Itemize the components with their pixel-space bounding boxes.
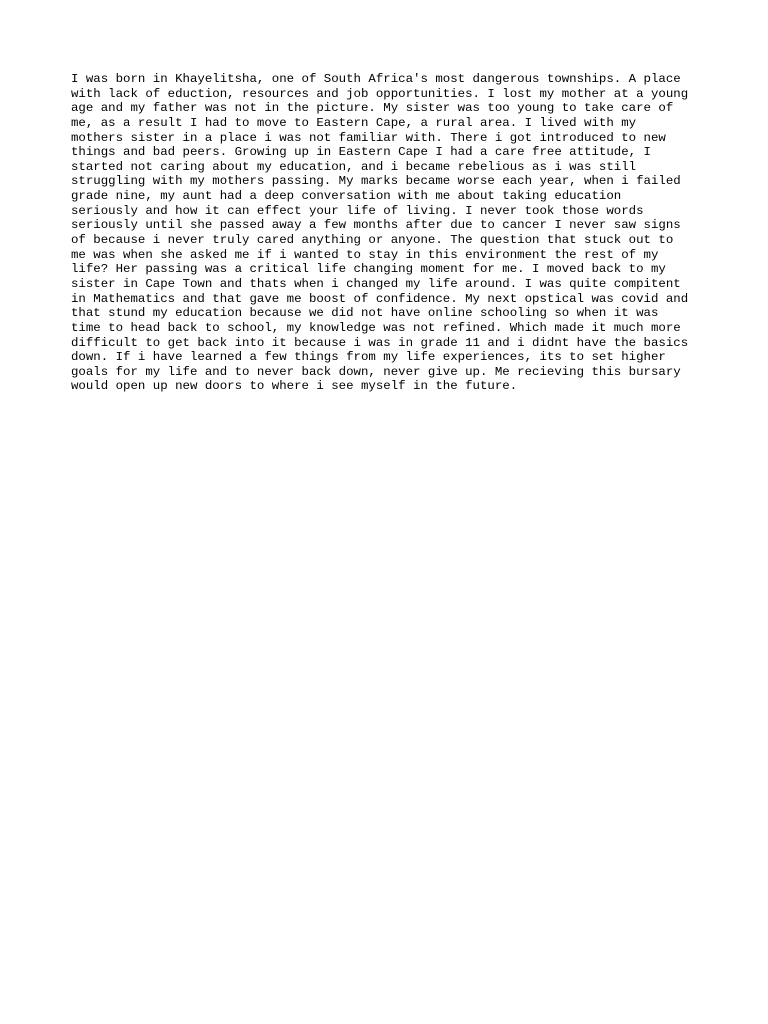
text-line: goals for my life and to never back down, never give up. Me recieving this bursary — [71, 364, 681, 379]
text-line: age and my father was not in the picture. My sister was too young to take care of — [71, 101, 674, 116]
text-line: with lack of eduction, resources and job opportunities. I lost my mother at a young — [71, 86, 689, 101]
text-line: down. If i have learned a few things from my life experiences, its to set higher — [71, 350, 666, 365]
text-line: would open up new doors to where i see myself in the future. — [71, 379, 518, 394]
text-line: me was when she asked me if i wanted to stay in this environment the rest of my — [71, 247, 659, 262]
text-line: I was born in Khayelitsha, one of South Africa's most dangerous townships. A place — [71, 72, 681, 86]
text-line: in Mathematics and that gave me boost of confidence. My next opstical was covid and — [71, 291, 689, 306]
text-line: seriously and how it can effect your life of living. I never took those words — [71, 203, 644, 218]
text-line: that stund my education because we did not have online schooling so when it was — [71, 306, 659, 321]
text-line: life? Her passing was a critical life changing moment for me. I moved back to my — [71, 262, 666, 277]
text-line: difficult to get back into it because i was in grade 11 and i didnt have the basics — [71, 335, 689, 350]
text-line: sister in Cape Town and thats when i changed my life around. I was quite compitent — [71, 276, 681, 291]
text-line: seriously until she passed away a few months after due to cancer I never saw signs — [71, 218, 681, 233]
text-line: grade nine, my aunt had a deep conversation with me about taking education — [71, 189, 622, 204]
text-line: things and bad peers. Growing up in Eastern Cape I had a care free attitude, I — [71, 145, 651, 160]
text-line: started not caring about my education, and i became rebelious as i was still — [71, 159, 637, 174]
text-line: me, as a result I had to move to Eastern Cape, a rural area. I lived with my — [71, 115, 637, 130]
text-line: of because i never truly cared anything or anyone. The question that stuck out to — [71, 233, 674, 248]
text-line: mothers sister in a place i was not familiar with. There i got introduced to new — [71, 130, 666, 145]
essay-paragraph — [71, 72, 711, 394]
text-line: time to head back to school, my knowledge was not refined. Which made it much more — [71, 320, 681, 335]
text-line: struggling with my mothers passing. My marks became worse each year, when i failed — [71, 174, 681, 189]
